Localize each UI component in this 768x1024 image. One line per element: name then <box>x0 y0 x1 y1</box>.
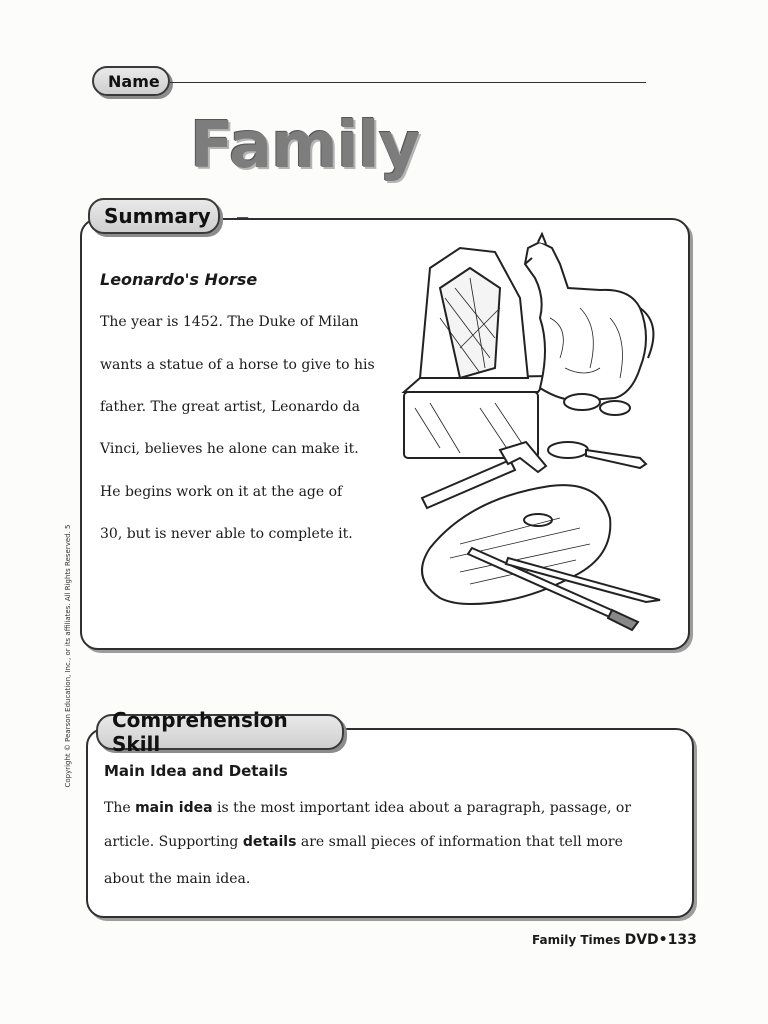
skill-line-2 <box>104 834 623 850</box>
name-label: Name <box>92 66 170 96</box>
skill-text: are small pieces of information that tell more <box>296 834 623 850</box>
footer-label: Family Times <box>532 933 625 947</box>
art-tools-illustration <box>400 228 670 638</box>
story-title: Leonardo's Horse <box>100 270 258 289</box>
skill-text: article. Supporting <box>104 834 243 850</box>
summary-line: 30, but is never able to complete it. <box>100 526 353 542</box>
page-title: Family <box>190 109 420 183</box>
skill-line-1 <box>104 800 631 816</box>
summary-line: wants a statue of a horse to give to his <box>100 357 375 373</box>
comprehension-tab: Comprehension Skill <box>96 714 344 750</box>
main-idea-term: main idea <box>135 800 213 816</box>
page-number: DVD•133 <box>624 932 697 948</box>
copyright-notice: Copyright © Pearson Education, Inc., or its affiliates. All Rights Reserved. 5 <box>64 524 72 788</box>
skill-text: The <box>104 800 136 816</box>
summary-line: Vinci, believes he alone can make it. <box>100 441 359 457</box>
comprehension-panel <box>86 728 694 918</box>
skill-subheading: Main Idea and Details <box>104 762 288 780</box>
summary-line: The year is 1452. The Duke of Milan <box>100 314 359 330</box>
page-footer <box>532 932 697 948</box>
skill-text: is the most important idea about a paragraph, passage, or <box>212 800 632 816</box>
skill-line-3: about the main idea. <box>104 871 251 887</box>
summary-line: father. The great artist, Leonardo da <box>100 399 361 415</box>
chisel-icon <box>548 442 646 468</box>
summary-line: He begins work on it at the age of <box>100 484 343 500</box>
palette-icon <box>422 485 610 604</box>
rock-block-icon <box>404 248 550 458</box>
name-write-line[interactable] <box>170 82 646 83</box>
summary-tab: Summary <box>88 198 220 234</box>
details-term: details <box>242 834 297 850</box>
horse-statue-icon <box>525 234 653 415</box>
